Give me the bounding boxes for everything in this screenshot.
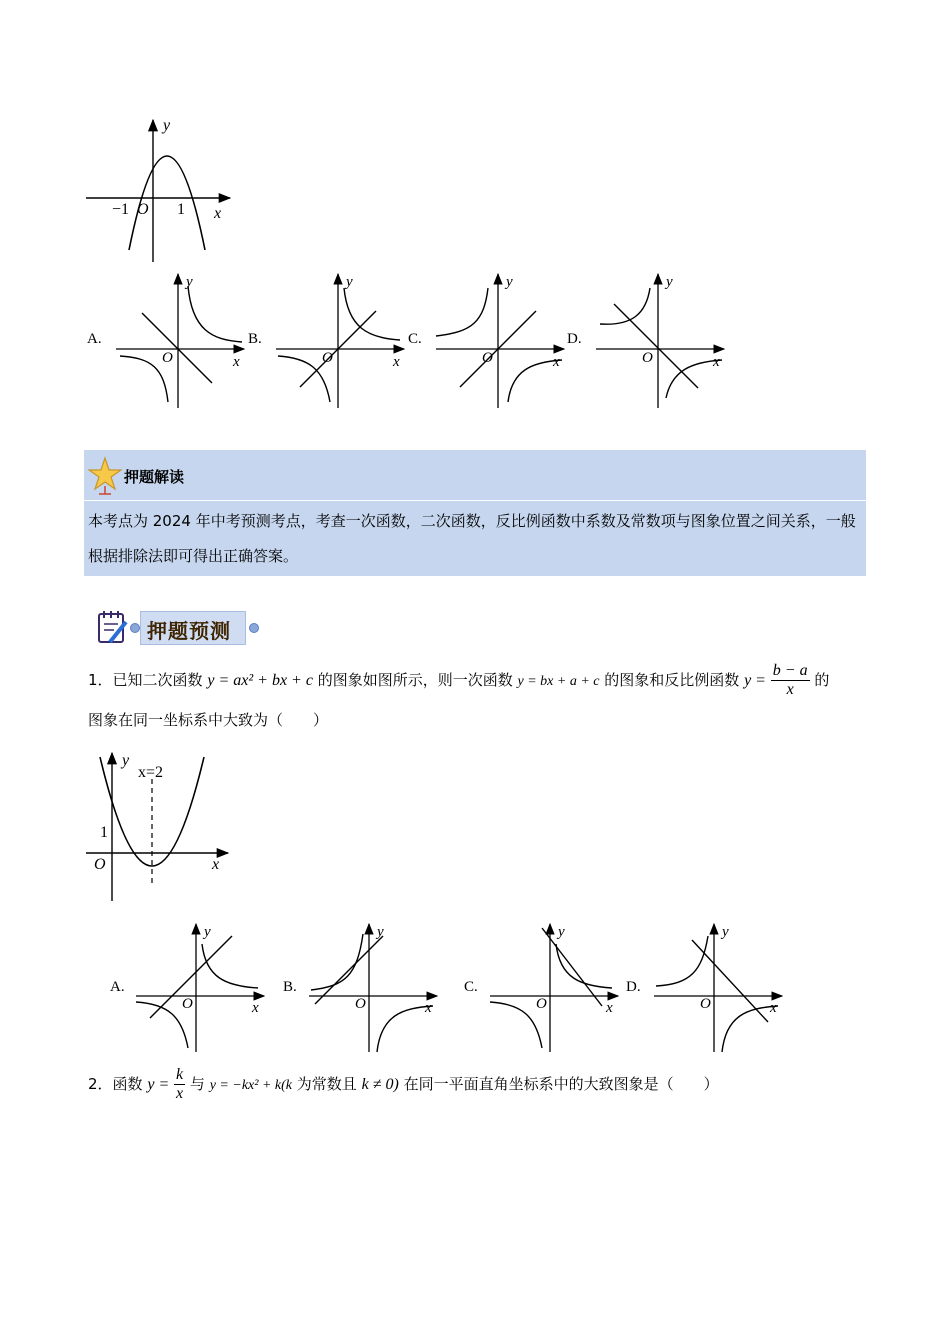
q1-origin-label: O bbox=[94, 856, 106, 873]
origin-label: O bbox=[162, 350, 173, 366]
origin-label: O bbox=[182, 996, 193, 1012]
prediction-title-frame bbox=[140, 611, 246, 645]
top-option-d-graph bbox=[592, 270, 732, 410]
q1-text-1: 已知二次函数 bbox=[112, 671, 203, 689]
q2-text-2: 与 bbox=[189, 1075, 205, 1093]
analysis-header bbox=[84, 450, 866, 501]
top-option-a-label: A. bbox=[87, 331, 102, 347]
q1-option-c-label: C. bbox=[464, 979, 478, 995]
q1-text-2: 的图象如图所示，则一次函数 bbox=[317, 671, 513, 689]
top-tick-neg: −1 bbox=[112, 201, 130, 218]
y-axis-label: y bbox=[186, 274, 193, 290]
origin-label: O bbox=[536, 996, 547, 1012]
q1-x-label: x bbox=[212, 856, 220, 873]
heading-dot-right bbox=[249, 623, 259, 633]
q1-line2: 图象在同一坐标系中大致为（ ） bbox=[88, 711, 329, 729]
q2-formula-inverse-lhs: y = bbox=[147, 1076, 170, 1093]
q1-option-c-graph bbox=[486, 920, 626, 1055]
q1-option-a-label: A. bbox=[110, 979, 125, 995]
y-axis-label: y bbox=[666, 274, 673, 290]
heading-dot-left bbox=[130, 623, 140, 633]
y-axis-label: y bbox=[722, 924, 729, 940]
q1-axis-line-label: x=2 bbox=[138, 764, 164, 781]
q2-text-1: 函数 bbox=[112, 1075, 143, 1093]
q1-fraction-num: b − a bbox=[772, 662, 808, 679]
analysis-box bbox=[84, 450, 866, 576]
q1-number: 1． bbox=[88, 671, 113, 689]
q2-text-4: 在同一平面直角坐标系中的大致图象是（ ） bbox=[403, 1075, 719, 1093]
q1-y-label: y bbox=[122, 752, 130, 769]
top-option-b-label: B. bbox=[248, 331, 262, 347]
q1-option-d-label: D. bbox=[626, 979, 641, 995]
q1-formula-inverse-lhs: y = bbox=[744, 672, 766, 689]
q2-fraction-den: x bbox=[176, 1085, 184, 1102]
top-option-d-label: D. bbox=[567, 331, 582, 347]
q2-fraction-num: k bbox=[176, 1066, 184, 1083]
top-option-b-graph bbox=[272, 270, 412, 410]
q2-fraction bbox=[174, 1066, 185, 1103]
q2-formula-quadratic: y = −kx² + k(k bbox=[209, 1078, 292, 1093]
q1-text-4: 的 bbox=[814, 671, 830, 689]
origin-label: O bbox=[700, 996, 711, 1012]
x-axis-label: x bbox=[713, 354, 720, 370]
prediction-heading bbox=[96, 608, 266, 646]
q2-text-3: 为常数且 bbox=[296, 1075, 357, 1093]
x-axis-label: x bbox=[770, 1000, 777, 1016]
q1-intercept-label: 1 bbox=[100, 824, 108, 841]
top-option-c-label: C. bbox=[408, 331, 422, 347]
q1-fraction-den: x bbox=[786, 681, 794, 698]
origin-label: O bbox=[482, 350, 493, 366]
y-axis-label: y bbox=[506, 274, 513, 290]
q1-option-d-graph bbox=[650, 920, 790, 1055]
top-y-label: y bbox=[163, 117, 171, 134]
top-parabola-graph bbox=[80, 110, 250, 270]
origin-label: O bbox=[355, 996, 366, 1012]
analysis-title: 押题解读 bbox=[124, 468, 185, 486]
q1-formula-quadratic: y = ax² + bx + c bbox=[207, 672, 313, 689]
x-axis-label: x bbox=[425, 1000, 432, 1016]
star-icon bbox=[88, 456, 122, 496]
x-axis-label: x bbox=[252, 1000, 259, 1016]
top-option-a-graph bbox=[112, 270, 252, 410]
q2-formula-condition: k ≠ 0) bbox=[361, 1076, 399, 1093]
y-axis-label: y bbox=[377, 924, 384, 940]
q1-option-b-label: B. bbox=[283, 979, 297, 995]
q1-option-b-graph bbox=[305, 920, 445, 1055]
q1-formula-linear: y = bx + a + c bbox=[517, 674, 600, 689]
q1-line1 bbox=[88, 662, 829, 699]
y-axis-label: y bbox=[346, 274, 353, 290]
analysis-text: 本考点为 2024 年中考预测考点，考查一次函数，二次函数，反比例函数中系数及常数项与图象位置之间关系，一般根据排除法即可得出正确答案。 bbox=[88, 512, 856, 565]
q2-number: 2． bbox=[88, 1075, 113, 1093]
x-axis-label: x bbox=[553, 354, 560, 370]
q1-option-a-graph bbox=[132, 920, 272, 1055]
notepad-pen-icon bbox=[96, 608, 130, 646]
q1-fraction bbox=[771, 662, 810, 699]
origin-label: O bbox=[642, 350, 653, 366]
q1-parabola-graph bbox=[80, 745, 240, 905]
x-axis-label: x bbox=[606, 1000, 613, 1016]
x-axis-label: x bbox=[233, 354, 240, 370]
q1-text-3: 的图象和反比例函数 bbox=[604, 671, 740, 689]
y-axis-label: y bbox=[558, 924, 565, 940]
origin-label: O bbox=[322, 350, 333, 366]
top-option-c-graph bbox=[432, 270, 572, 410]
x-axis-label: x bbox=[393, 354, 400, 370]
q2-line1 bbox=[88, 1066, 719, 1103]
top-origin-label: O bbox=[137, 201, 149, 218]
top-x-label: x bbox=[214, 205, 222, 222]
top-tick-pos: 1 bbox=[177, 201, 185, 218]
y-axis-label: y bbox=[204, 924, 211, 940]
prediction-title: 押题预测 bbox=[147, 619, 231, 643]
